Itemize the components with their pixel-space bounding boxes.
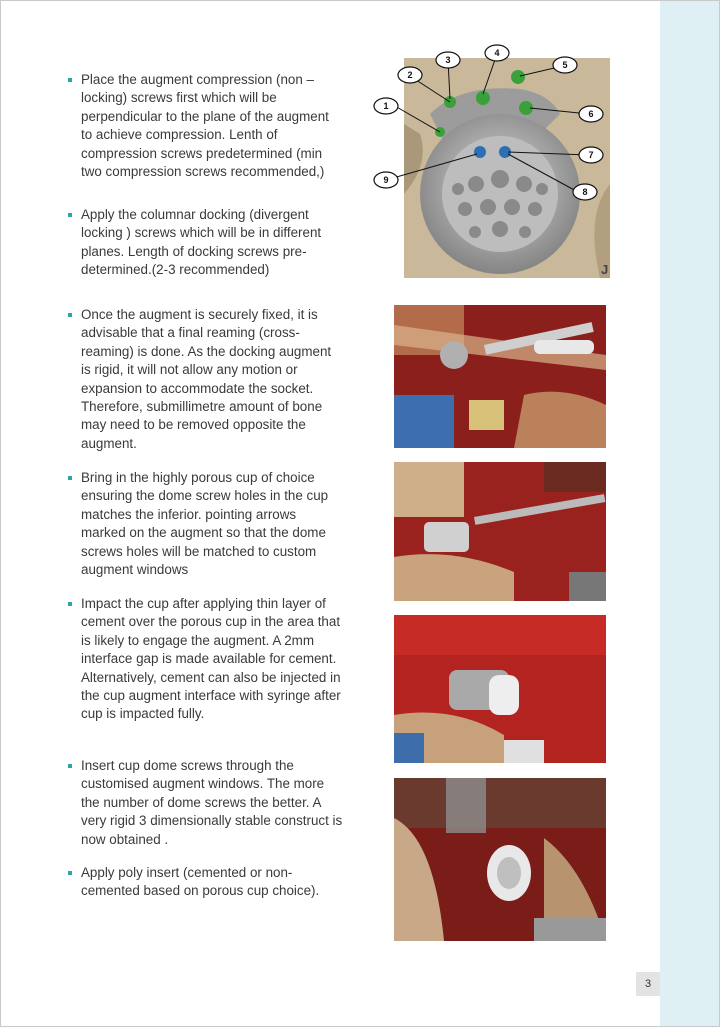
bullet-marker — [68, 871, 72, 875]
diagram-label: 3 — [445, 55, 451, 65]
diagram-label: 1 — [383, 101, 389, 111]
logo-mark: J — [601, 262, 609, 277]
surgical-photo — [394, 778, 606, 941]
page-number: 3 — [636, 972, 660, 996]
augment-diagram — [370, 44, 610, 280]
diagram-label: 2 — [407, 70, 413, 80]
diagram-label: 6 — [588, 109, 594, 119]
bullet-text: Apply poly insert (cemented or non-cemented based on porous cup choice). — [81, 865, 320, 899]
diagram-label: 7 — [588, 150, 594, 160]
diagram-label: 8 — [582, 187, 588, 197]
bullet-text: Apply the columnar docking (divergent locking ) screws which will be in different planes. Length of docking screws pre-determined.(2-3 recommended) — [81, 207, 322, 278]
surgical-photo — [394, 305, 606, 448]
bullet-text: Impact the cup after applying thin layer of cement over the porous cup in the area that is likely to engage the augment. A 2mm interface gap is made available for cement. Alternatively, cement can also be injected in the cup augment interface with syringe after cup is impacted fully. — [81, 596, 341, 722]
bullet-text: Bring in the highly porous cup of choice ensuring the dome screw holes in the cup matches the inferior. pointing arrows marked on the augment so that the dome screws holes will be matched to custom augment windows — [81, 470, 329, 578]
side-strip — [660, 1, 719, 1026]
diagram-label: 4 — [494, 48, 500, 58]
bullet-marker — [68, 313, 72, 317]
surgical-photo — [394, 462, 606, 601]
bullet-marker — [68, 78, 72, 82]
bullet-text: Once the augment is securely fixed, it is advisable that a final reaming (cross-reaming) is done. As the docking augment is rigid, it will not allow any motion or expansion to accommodate the socket. Therefore, submillimetre amount of bone may need to be removed opposite the augment. — [81, 307, 332, 451]
bullet-marker — [68, 476, 72, 480]
bullet-marker — [68, 764, 72, 768]
diagram-label: 5 — [562, 60, 568, 70]
bullet-marker — [68, 602, 72, 606]
surgical-photo — [394, 615, 606, 763]
bullet-marker — [68, 213, 72, 217]
bullet-text: Insert cup dome screws through the customised augment windows. The more the number of dome screws the better. A very rigid 3 dimensionally stable construct is now obtained . — [81, 758, 343, 847]
diagram-label: 9 — [383, 175, 389, 185]
bullet-text: Place the augment compression (non –locking) screws first which will be perpendicular to the plane of the augment to achieve compression. Lenth of compression screws predetermined (min two compression screws recommended,) — [81, 72, 329, 180]
